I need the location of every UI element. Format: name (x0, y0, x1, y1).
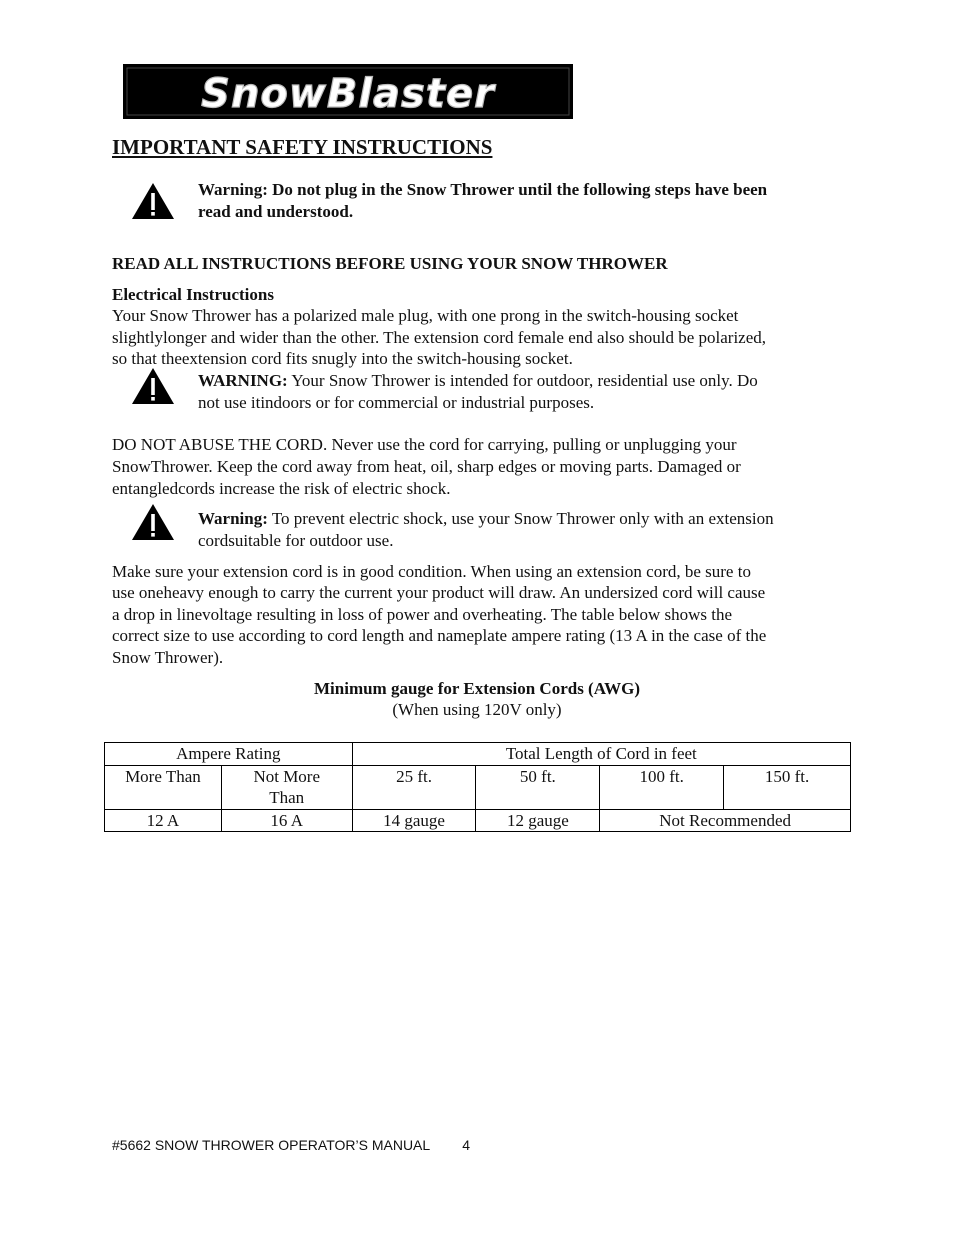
warning-2-line-1 (198, 371, 758, 391)
cell-not-more-than: 16 A (221, 809, 352, 832)
abuse-line-1: DO NOT ABUSE THE CORD. Never use the cord for carrying, pulling or unplugging your (112, 435, 737, 454)
electrical-line-1: Your Snow Thrower has a polarized male plug, with one prong in the switch-housing socket (112, 306, 739, 325)
warning-icon (130, 366, 176, 406)
warning-3-line-1 (198, 509, 774, 529)
extension-line-2: use oneheavy enough to carry the current your product will draw. An undersized cord will cause (112, 583, 766, 602)
warning-2-line-2: not use itindoors or for commercial or industrial purposes. (198, 393, 595, 412)
footer (112, 1137, 470, 1153)
header-25ft: 25 ft. (352, 765, 476, 809)
warning-2-text: Your Snow Thrower is intended for outdoor, residential use only. Do (287, 371, 758, 390)
electrical-line-2: slightlylonger and wider than the other. The extension cord female end also should be polarized, (112, 328, 767, 347)
extension-line-4: correct size to use according to cord length and nameplate ampere rating (13 A in the case of the (112, 626, 767, 645)
warning-1-line-1: Warning: Do not plug in the Snow Thrower until the following steps have been (198, 180, 768, 199)
logo-text: SnowBlaster (201, 71, 495, 117)
header-not-more-line-1: Not More (253, 766, 321, 786)
extension-line-3: a drop in linevoltage resulting in loss of power and overheating. The table below shows the (112, 605, 733, 624)
header-total-length: Total Length of Cord in feet (352, 743, 850, 766)
brand-logo (123, 64, 573, 119)
electrical-heading: Electrical Instructions (112, 285, 274, 304)
page-title: IMPORTANT SAFETY INSTRUCTIONS (112, 135, 493, 159)
extension-line-5: Snow Thrower). (112, 648, 224, 667)
table-title: Minimum gauge for Extension Cords (AWG) (314, 679, 640, 698)
table-header-row (105, 743, 851, 766)
warning-3-line-2: cordsuitable for outdoor use. (198, 531, 394, 550)
extension-line-1: Make sure your extension cord is in good condition. When using an extension cord, be sure to (112, 562, 751, 581)
header-100ft: 100 ft. (600, 765, 724, 809)
warning-3-text: To prevent electric shock, use your Snow Thrower only with an extension (267, 509, 774, 528)
abuse-line-2: SnowThrower. Keep the cord away from heat, oil, sharp edges or moving parts. Damaged or (112, 457, 741, 476)
warning-2-label: WARNING: (198, 371, 288, 390)
header-more-than: More Than (105, 765, 222, 809)
header-ampere-rating: Ampere Rating (105, 743, 353, 766)
header-150ft: 150 ft. (724, 765, 851, 809)
footer-page-number: 4 (462, 1137, 470, 1153)
table-subtitle: (When using 120V only) (392, 700, 562, 719)
abuse-line-3: entangledcords increase the risk of electric shock. (112, 479, 451, 498)
warning-1-line-2: read and understood. (198, 202, 354, 221)
warning-icon (130, 181, 176, 221)
header-not-more-line-2: Than (269, 788, 305, 807)
footer-manual-title: #5662 SNOW THROWER OPERATOR’S MANUAL (112, 1137, 431, 1153)
table-subheader-row (105, 765, 851, 809)
warning-3-label: Warning: (198, 509, 268, 528)
header-not-more-than (221, 765, 352, 809)
cell-25ft: 14 gauge (352, 809, 476, 832)
electrical-line-3: so that theextension cord fits snugly into the switch-housing socket. (112, 349, 573, 368)
cell-not-recommended: Not Recommended (600, 809, 851, 832)
cell-50ft: 12 gauge (476, 809, 600, 832)
table-row (105, 809, 851, 832)
read-all-heading: READ ALL INSTRUCTIONS BEFORE USING YOUR SNOW THROWER (112, 254, 668, 273)
extension-cord-table (104, 742, 851, 832)
cell-more-than: 12 A (105, 809, 222, 832)
header-50ft: 50 ft. (476, 765, 600, 809)
warning-icon (130, 502, 176, 542)
